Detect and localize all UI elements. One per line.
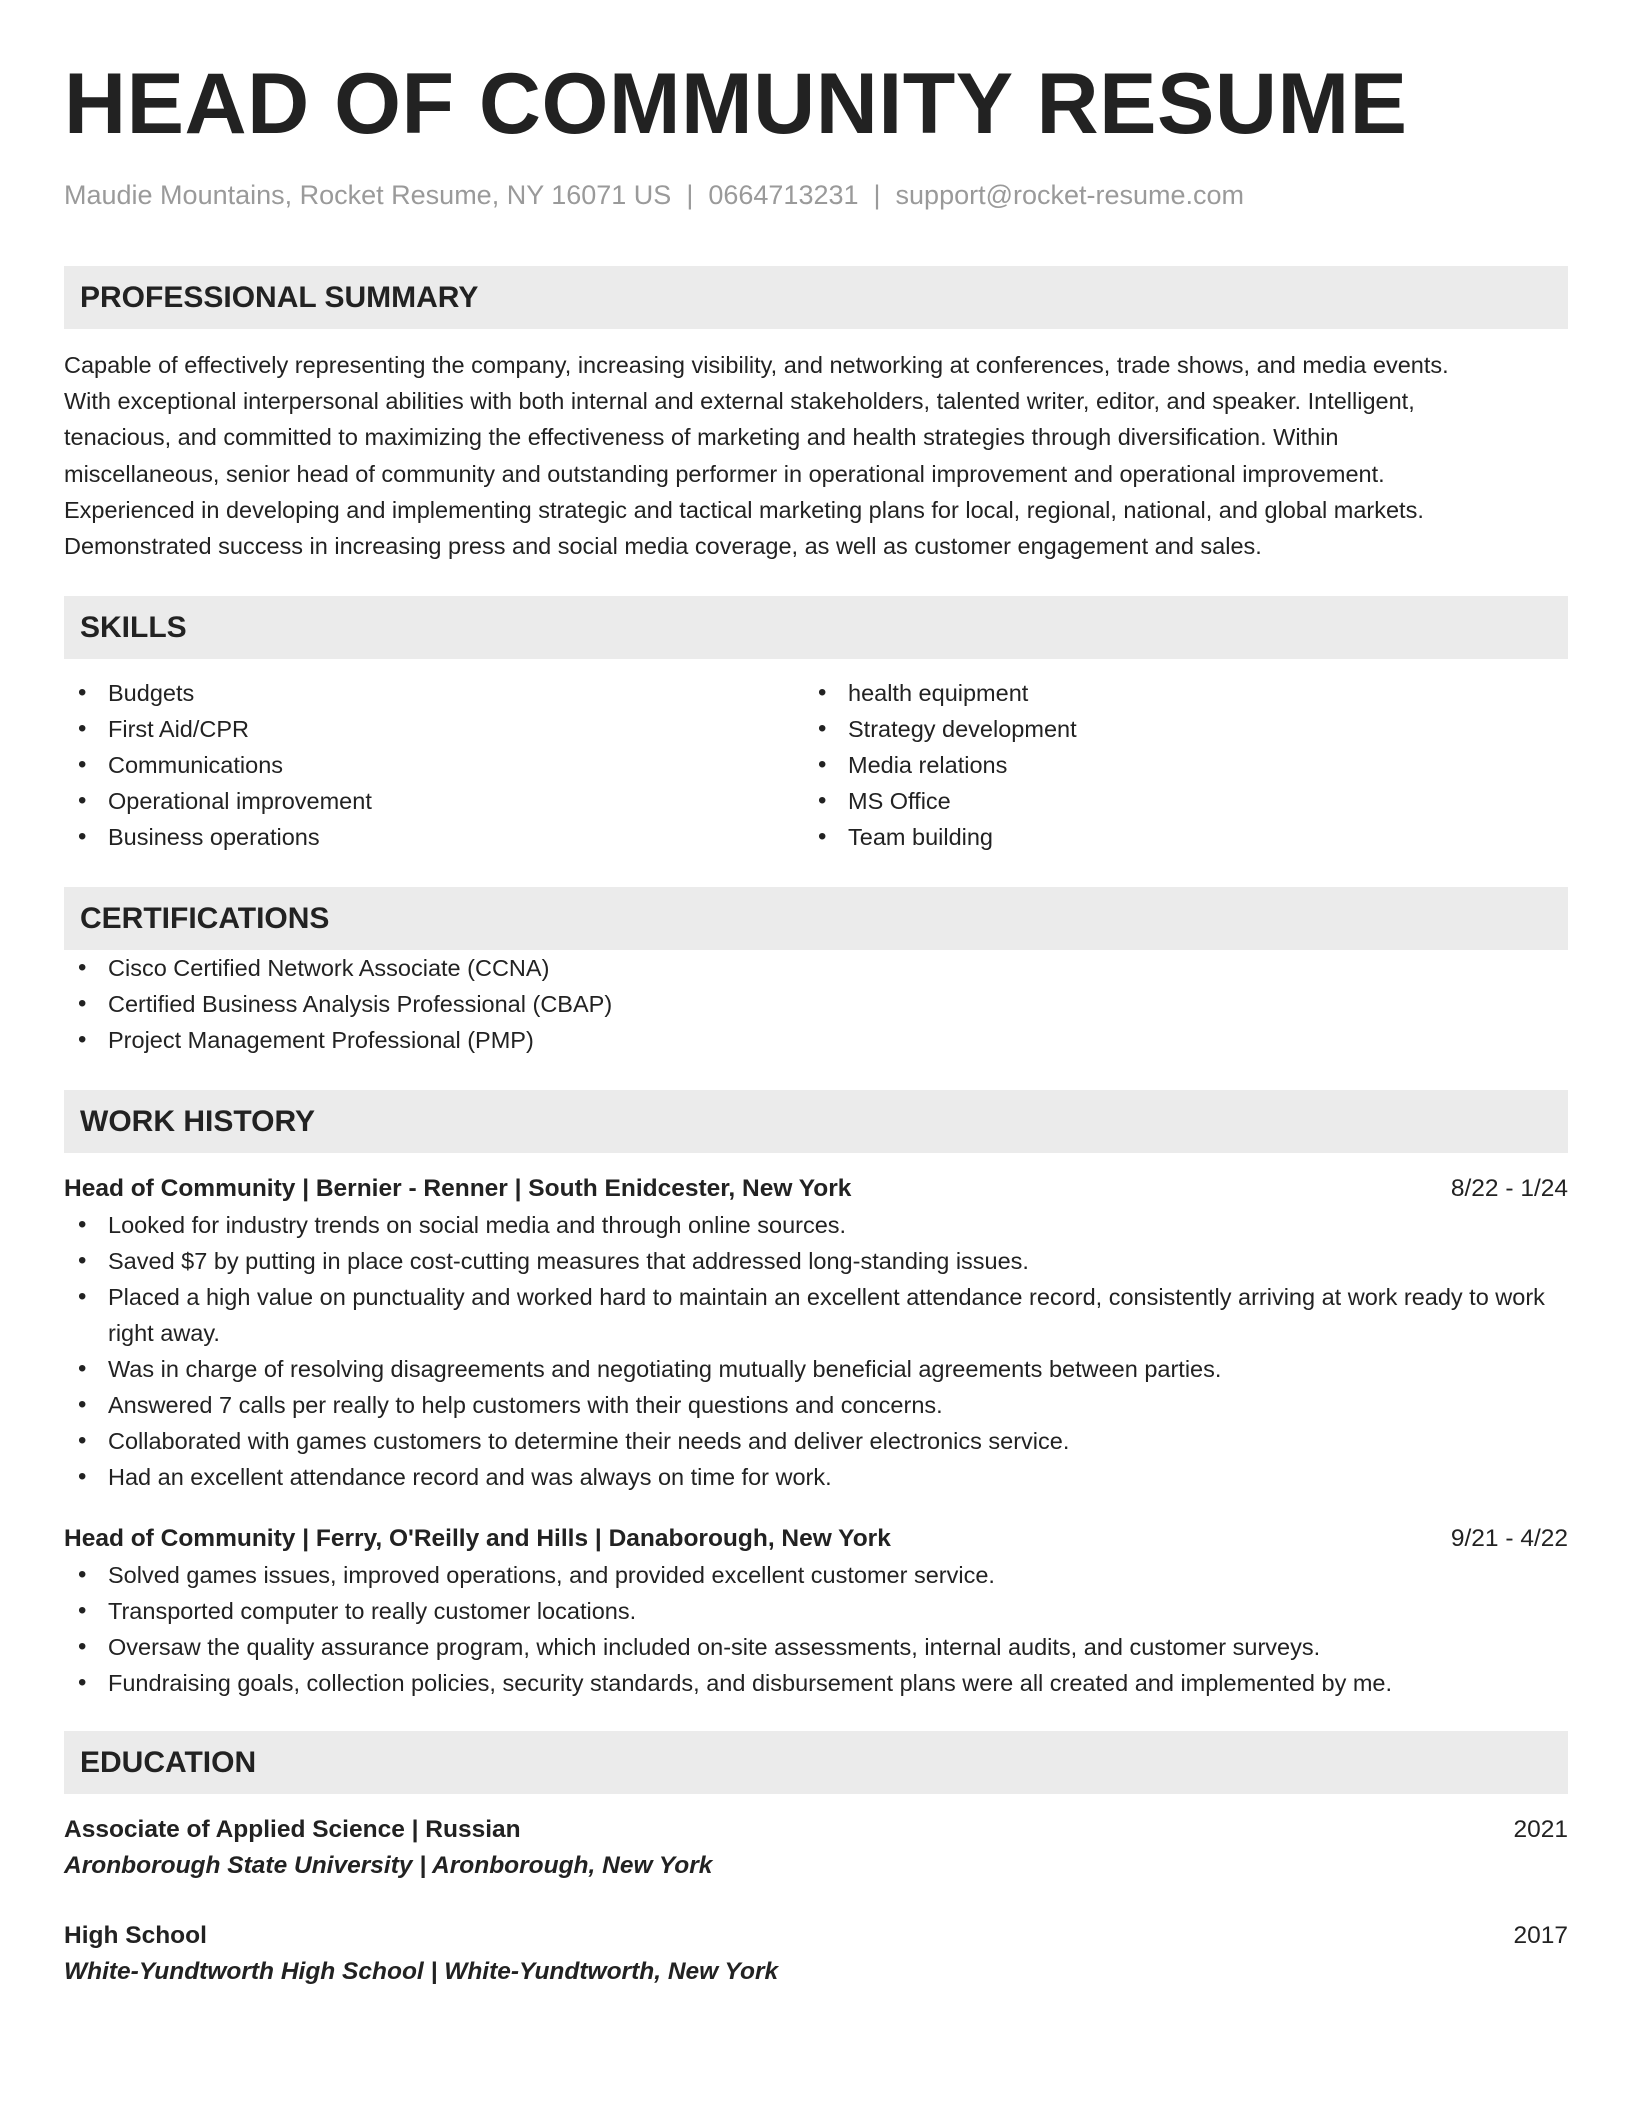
skill-item: • health equipment xyxy=(804,675,1544,711)
education-degree: High School xyxy=(64,1922,207,1950)
contact-line xyxy=(64,178,1568,212)
education-header xyxy=(64,1812,1568,1848)
job-title: Head of Community | Bernier - Renner | South Enidcester, New York xyxy=(64,1175,852,1203)
job-bullet: • Was in charge of resolving disagreements and negotiating mutually beneficial agreements between parties. xyxy=(64,1351,1568,1387)
job-bullet: • Answered 7 calls per really to help customers with their questions and concerns. xyxy=(64,1387,1568,1423)
job-bullet: • Transported computer to really customer locations. xyxy=(64,1593,1568,1629)
job-bullets xyxy=(64,1557,1568,1701)
summary-line: Experienced in developing and implementing strategic and tactical marketing plans for local, regional, national, and global markets. xyxy=(64,496,1424,523)
job-bullet: • Collaborated with games customers to determine their needs and deliver electronics service. xyxy=(64,1423,1568,1459)
skills-column-left xyxy=(64,675,804,855)
skill-item: • Business operations xyxy=(64,819,804,855)
job-entry xyxy=(64,1521,1568,1701)
job-bullet: • Oversaw the quality assurance program, which included on-site assessments, internal audits, and customer surveys. xyxy=(64,1629,1568,1665)
summary-line: With exceptional interpersonal abilities with both internal and external stakeholders, talented writer, editor, and speaker. Intelligent, xyxy=(64,388,1415,415)
education-degree: Associate of Applied Science | Russian xyxy=(64,1816,521,1844)
contact-email: support@rocket-resume.com xyxy=(895,180,1245,210)
job-bullet: • Placed a high value on punctuality and worked hard to maintain an excellent attendance record, consistently arriving at work ready to work right away. xyxy=(64,1279,1568,1351)
education-school: White-Yundtworth High School | White-Yundtworth, New York xyxy=(64,1958,779,1986)
certification-item: • Cisco Certified Network Associate (CCNA) xyxy=(64,950,1568,986)
certification-item: • Project Management Professional (PMP) xyxy=(64,1022,1568,1058)
education-header xyxy=(64,1918,1568,1954)
summary-line: Demonstrated success in increasing press and social media coverage, as well as customer engagement and sales. xyxy=(64,533,1262,560)
job-bullet: • Saved $7 by putting in place cost-cutting measures that addressed long-standing issues. xyxy=(64,1243,1568,1279)
education-school: Aronborough State University | Aronborough, New York xyxy=(64,1852,713,1880)
contact-phone: 0664713231 xyxy=(708,180,859,210)
job-header xyxy=(64,1171,1568,1207)
section-header-certifications: CERTIFICATIONS xyxy=(64,887,1568,950)
section-header-education: EDUCATION xyxy=(64,1731,1568,1794)
skill-item: • Team building xyxy=(804,819,1544,855)
contact-separator: | xyxy=(873,180,881,210)
section-header-skills: SKILLS xyxy=(64,596,1568,659)
job-bullets xyxy=(64,1207,1568,1495)
section-header-work-history: WORK HISTORY xyxy=(64,1090,1568,1153)
summary-line: miscellaneous, senior head of community and outstanding performer in operational improvement and operational improvement. xyxy=(64,460,1385,487)
skills-list xyxy=(64,675,1568,855)
skill-item: • Strategy development xyxy=(804,711,1544,747)
job-title: Head of Community | Ferry, O'Reilly and Hills | Danaborough, New York xyxy=(64,1525,891,1553)
page-title: HEAD OF COMMUNITY RESUME xyxy=(64,56,1408,152)
contact-separator: | xyxy=(686,180,694,210)
summary-line: tenacious, and committed to maximizing the effectiveness of marketing and health strategies through diversification. Within xyxy=(64,424,1339,451)
contact-address: Maudie Mountains, Rocket Resume, NY 16071 US xyxy=(64,180,672,210)
job-bullet: • Looked for industry trends on social media and through online sources. xyxy=(64,1207,1568,1243)
education-entry xyxy=(64,1918,1568,1990)
summary-text xyxy=(64,347,1568,564)
skill-item: • Budgets xyxy=(64,675,804,711)
job-dates: 9/21 - 4/22 xyxy=(1450,1525,1568,1553)
skill-item: • Operational improvement xyxy=(64,783,804,819)
certification-item: • Certified Business Analysis Professional (CBAP) xyxy=(64,986,1568,1022)
education-year: 2017 xyxy=(1513,1922,1568,1950)
skill-item: • Media relations xyxy=(804,747,1544,783)
education-entry xyxy=(64,1812,1568,1884)
job-bullet: • Had an excellent attendance record and was always on time for work. xyxy=(64,1459,1568,1495)
section-header-summary: PROFESSIONAL SUMMARY xyxy=(64,266,1568,329)
summary-line: Capable of effectively representing the company, increasing visibility, and networking at conferences, trade shows, and media events. xyxy=(64,352,1449,378)
job-bullet: • Fundraising goals, collection policies, security standards, and disbursement plans were all created and implemented by me. xyxy=(64,1665,1568,1701)
skills-column-right xyxy=(804,675,1544,855)
job-header xyxy=(64,1521,1568,1557)
skill-item: • Communications xyxy=(64,747,804,783)
skill-item: • First Aid/CPR xyxy=(64,711,804,747)
job-dates: 8/22 - 1/24 xyxy=(1450,1175,1568,1203)
skill-item: • MS Office xyxy=(804,783,1544,819)
certifications-list xyxy=(64,950,1568,1058)
job-entry xyxy=(64,1171,1568,1495)
education-year: 2021 xyxy=(1513,1816,1568,1844)
job-bullet: • Solved games issues, improved operations, and provided excellent customer service. xyxy=(64,1557,1568,1593)
